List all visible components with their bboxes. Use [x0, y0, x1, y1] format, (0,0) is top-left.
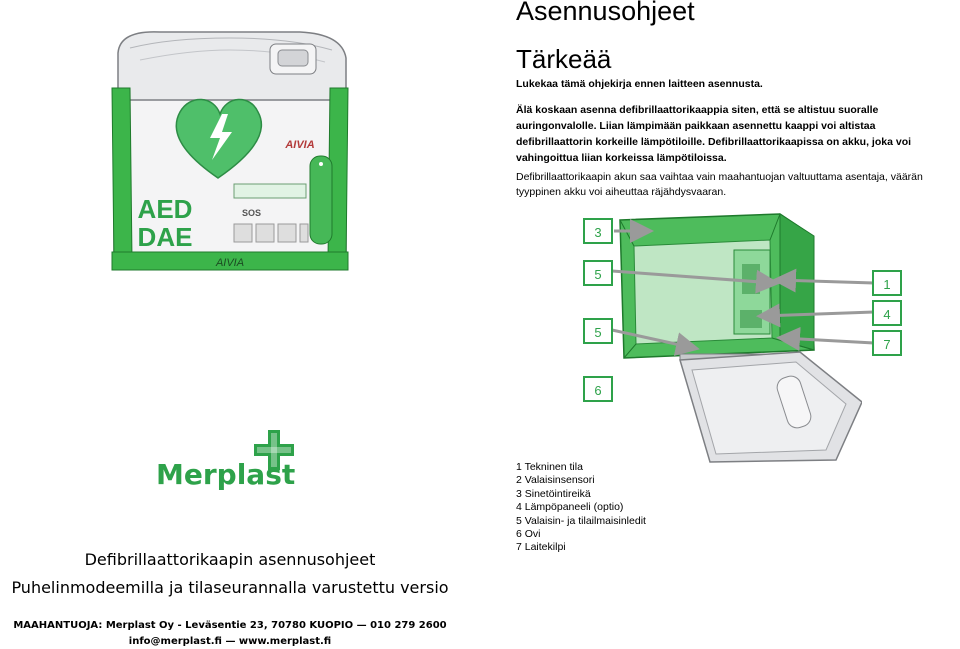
closed-cabinet-illustration: [110, 28, 350, 274]
intro-note: Lukekaa tämä ohjekirja ennen laitteen asennusta.: [516, 78, 763, 90]
callout-7: 7: [872, 330, 902, 356]
warning-line: Älä koskaan asenna defibrillaattorikaappia siten, että se altistuu suoralle: [516, 104, 879, 116]
legend-item: 2 Valaisinsensori: [516, 474, 595, 487]
open-cabinet-illustration: [600, 210, 862, 468]
battery-paragraph: [516, 170, 960, 200]
manufacturer-line: MAAHANTUOJA: Merplast Oy - Leväsentie 23, 70780 KUOPIO — 010 279 2600: [13, 620, 447, 631]
battery-line: tyyppinen akku voi aiheuttaa räjähdysvaaran.: [516, 186, 727, 198]
aed-lettering: AED: [137, 194, 193, 224]
warning-line: vahingoittua liian korkeissa lämpötiloissa.: [516, 152, 727, 164]
callout-5-lower: 5: [583, 318, 613, 344]
warning-line: auringonvalolle. Liian lämpimään paikkaan asennettu kaappi voi altistaa: [516, 120, 876, 132]
parts-legend: [516, 461, 646, 555]
sos-label: SOS: [242, 208, 262, 218]
cover-subtitle: Puhelinmodeemilla ja tilaseurannalla varustettu versio: [11, 578, 449, 597]
legend-item: 6 Ovi: [516, 528, 541, 541]
merplast-logo: [150, 430, 310, 494]
warning-line: defibrillaattorin korkeille lämpötiloille. Defibrillaattorikaapissa on akku, joka voi: [516, 136, 912, 148]
base-brand-mark: AIVIA: [215, 257, 245, 269]
logo-text: Merplast: [156, 458, 296, 491]
important-heading: Tärkeää: [516, 44, 612, 74]
legend-item: 7 Laitekilpi: [516, 541, 566, 554]
legend-item: 3 Sinetöintireikä: [516, 487, 591, 500]
document-title: Asennusohjeet: [516, 0, 695, 26]
battery-line: Defibrillaattorikaapin akun saa vaihtaa vain maahantuojan valtuuttama asentaja, väärän: [516, 171, 923, 183]
legend-item: 5 Valaisin- ja tilailmaisinledit: [516, 514, 646, 527]
callout-4: 4: [872, 300, 902, 326]
callout-5-upper: 5: [583, 260, 613, 286]
cover-title: Defibrillaattorikaapin asennusohjeet: [84, 550, 376, 569]
legend-item: 4 Lämpöpaneeli (optio): [516, 501, 624, 514]
front-brand-mark: AIVIA: [285, 139, 315, 151]
callout-3: 3: [583, 218, 613, 244]
callout-6: 6: [583, 376, 613, 402]
contact-line: info@merplast.fi — www.merplast.fi: [128, 636, 332, 647]
legend-item: 1 Tekninen tila: [516, 461, 583, 473]
warning-paragraph: [516, 102, 956, 166]
dae-lettering: DAE: [137, 222, 193, 252]
callout-1: 1: [872, 270, 902, 296]
